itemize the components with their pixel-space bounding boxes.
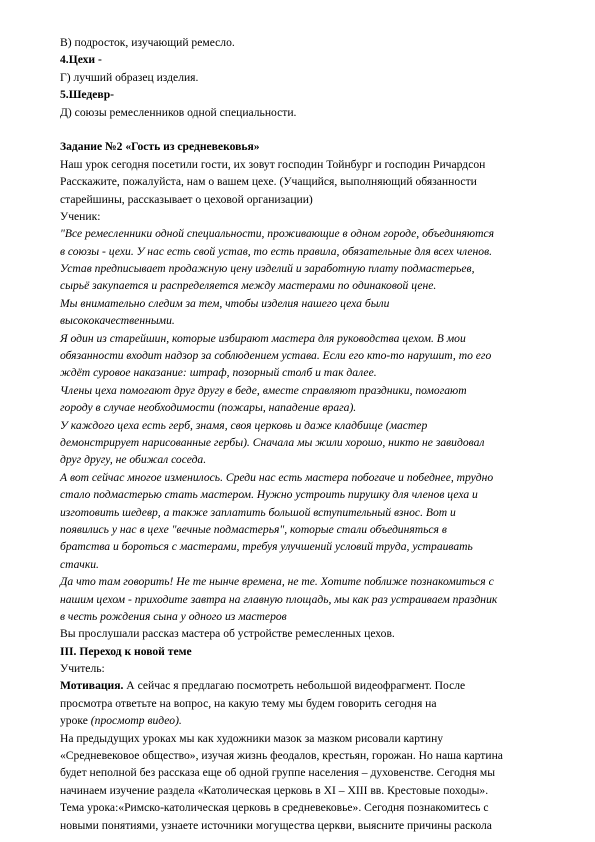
story-line: "Все ремесленники одной специальности, проживающие в одном городе, объединяются xyxy=(60,227,495,241)
blank-line xyxy=(60,121,560,138)
story-line: У каждого цеха есть герб, знамя, своя церковь и даже кладбище (мастер xyxy=(60,418,428,432)
section-3-title: III. Переход к новой теме xyxy=(60,644,192,658)
answer-option-g: Г) лучший образец изделия. xyxy=(60,70,199,84)
story-line: появились у нас в цехе "вечные подмастерья", которые стали объединяться в xyxy=(60,522,447,536)
story-line: сырьё закупается и распределяется между мастерами по одинаковой цене. xyxy=(60,279,437,293)
student-label: Ученик: xyxy=(60,209,101,223)
story-line: в честь рождения сына у одного из мастеров xyxy=(60,609,287,623)
story-line: демонстрирует нарисованные гербы). Сначала мы жили хорошо, никто не завидовал xyxy=(60,435,485,449)
task-2-outro: Вы прослушали рассказ мастера об устройстве ремесленных цехов. xyxy=(60,627,395,641)
motivation-label: Мотивация. xyxy=(60,679,124,693)
story-line: стало подмастерью стать мастером. Нужно устроить пирушку для членов цеха и xyxy=(60,488,478,502)
answer-option-d: Д) союзы ремесленников одной специальности. xyxy=(60,105,297,119)
story-line: Мы внимательно следим за тем, чтобы изделия нашего цеха были xyxy=(60,296,390,310)
story-line: нашим цехом - приходите завтра на главную площадь, мы как раз устраиваем праздник xyxy=(60,592,498,606)
task-2-intro-line: Наш урок сегодня посетили гости, их зовут господин Тойнбург и господин Ричардсон xyxy=(60,157,486,171)
story-line: в союзы - цехи. У нас есть свой устав, то есть правила, обязательные для всех членов. xyxy=(60,244,493,258)
story-line: изготовить шедевр, а также заплатить большой вступительный взнос. Вот и xyxy=(60,505,456,519)
teacher-paragraph-line: Тема урока:«Римско-католическая церковь в средневековье». Сегодня познакомитесь с xyxy=(60,801,489,815)
question-4-heading: 4.Цехи - xyxy=(60,53,102,67)
task-2-intro-line: старейшины, рассказывает о цеховой организации) xyxy=(60,192,313,206)
video-note: (просмотр видео). xyxy=(90,714,182,728)
motivation-line xyxy=(60,677,560,694)
story-line: братства и бороться с мастерами, требуя улучшений условий труда, устраивать xyxy=(60,540,473,554)
student-story xyxy=(60,225,560,625)
teacher-paragraph-line: На предыдущих уроках мы как художники мазок за мазком рисовали картину xyxy=(60,731,444,745)
story-line: высококачественными. xyxy=(60,314,175,328)
question-5-heading: 5.Шедевр- xyxy=(60,88,115,102)
story-line: Я один из старейшин, которые избирают мастера для руководства цехом. В мои xyxy=(60,331,466,345)
lesson-word: уроке xyxy=(60,714,91,728)
story-line: обязанности входит надзор за соблюдением устава. Если его кто-то нарушит, то его xyxy=(60,349,492,363)
teacher-paragraph-line: будет неполной без рассказа еще об одной группе населения – духовенстве. Сегодня мы xyxy=(60,766,496,780)
story-line: Устав предписывает продажную цену изделий и заработную плату подмастерьев, xyxy=(60,262,475,276)
story-line: ждёт суровое наказание: штраф, позорный столб и так далее. xyxy=(60,366,377,380)
story-line: А вот сейчас многое изменилось. Среди нас есть мастера побогаче и победнее, трудно xyxy=(60,470,494,484)
task-2-intro-line: Расскажите, пожалуйста, нам о вашем цехе. (Учащийся, выполняющий обязанности xyxy=(60,175,477,189)
motivation-text: А сейчас я предлагаю посмотреть небольшой видеофрагмент. После xyxy=(123,679,466,693)
document-content xyxy=(60,34,560,834)
story-line: стачки. xyxy=(60,557,99,571)
teacher-paragraph-line: новыми понятиями, узнаете источники могущества церкви, выясните причины раскола xyxy=(60,818,492,832)
story-line: Члены цеха помогают друг другу в беде, вместе справляют праздники, помогают xyxy=(60,383,467,397)
motivation-line-2: просмотра ответьте на вопрос, на какую тему мы будем говорить сегодня на xyxy=(60,696,437,710)
answer-option-v: В) подросток, изучающий ремесло. xyxy=(60,36,235,49)
teacher-paragraph-line: «Средневековое общество», изучая жизнь феодалов, крестьян, горожан. Но наша картина xyxy=(60,749,503,763)
story-line: друг другу, не обижал соседа. xyxy=(60,453,207,467)
task-2-title: Задание №2 «Гость из средневековья» xyxy=(60,140,260,154)
teacher-label: Учитель: xyxy=(60,662,105,676)
teacher-paragraph-line: начинаем изучение раздела «Католическая церковь в XI – XIII вв. Крестовые походы». xyxy=(60,783,489,797)
story-line: Да что там говорить! Не те нынче времена, не те. Хотите поближе познакомиться с xyxy=(60,575,494,589)
story-line: городу в случае необходимости (пожары, нападение врага). xyxy=(60,401,357,415)
motivation-line-3 xyxy=(60,712,560,729)
